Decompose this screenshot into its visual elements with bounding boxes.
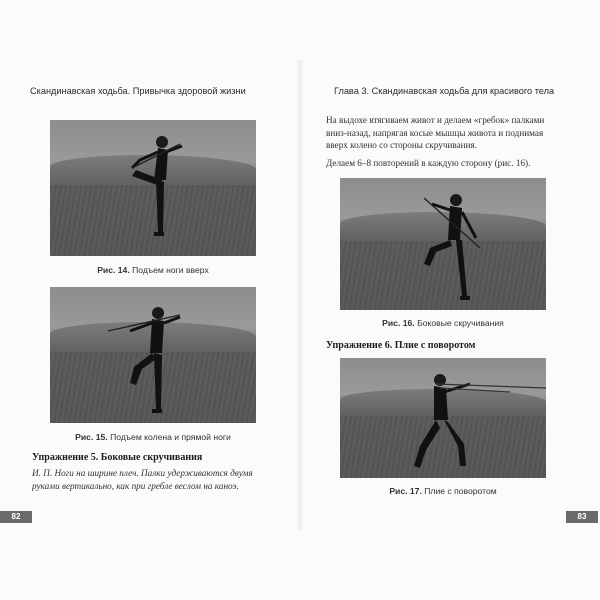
right-paragraph-1-line-2: вниз-назад, напрягая косые мышцы живота и поднимая bbox=[326, 127, 544, 138]
figure-14-photo bbox=[50, 120, 256, 256]
figure-17-label: Рис. 17. bbox=[389, 486, 422, 496]
figure-15-title: Подъем колена и прямой ноги bbox=[110, 432, 231, 442]
left-page-number: 82 bbox=[0, 511, 32, 523]
right-page-number: 83 bbox=[566, 511, 598, 523]
figure-15-person-silhouette bbox=[50, 287, 256, 423]
figure-15-photo bbox=[50, 287, 256, 423]
figure-17-title: Плие с поворотом bbox=[424, 486, 497, 496]
figure-15-caption bbox=[50, 432, 256, 442]
right-paragraph-1-line-3: вверх колено со стороны скручивания. bbox=[326, 140, 478, 150]
exercise-5-line-2: руками вертикально, как при гребле веслом на каноэ. bbox=[32, 480, 239, 491]
right-paragraph-2: Делаем 6–8 повторений в каждую сторону (рис. 16). bbox=[326, 158, 531, 168]
figure-16-photo bbox=[340, 178, 546, 310]
figure-16-title: Боковые скручивания bbox=[417, 318, 504, 328]
right-running-head: Глава 3. Скандинавская ходьба для красивого тела bbox=[334, 86, 555, 96]
exercise-6-heading: Упражнение 6. Плие с поворотом bbox=[326, 340, 476, 351]
figure-14-label: Рис. 14. bbox=[97, 265, 130, 275]
right-page bbox=[300, 0, 600, 600]
exercise-5-text bbox=[32, 467, 292, 492]
figure-16-label: Рис. 16. bbox=[382, 318, 415, 328]
figure-17-photo bbox=[340, 358, 546, 478]
figure-14-title: Подъем ноги вверх bbox=[132, 265, 209, 275]
figure-15-label: Рис. 15. bbox=[75, 432, 108, 442]
figure-14-caption bbox=[50, 265, 256, 275]
exercise-5-line-1: И. П. Ноги на ширине плеч. Палки удерживаются двумя bbox=[32, 468, 253, 478]
exercise-5-heading: Упражнение 5. Боковые скручивания bbox=[32, 452, 203, 463]
left-running-head: Скандинавская ходьба. Привычка здоровой жизни bbox=[30, 86, 246, 96]
figure-17-person-silhouette bbox=[340, 358, 546, 478]
right-paragraph-1-line-1: На выдохе втягиваем живот и делаем «гребок» палками bbox=[326, 115, 545, 125]
figure-16-person-silhouette bbox=[340, 178, 546, 310]
figure-17-caption bbox=[340, 486, 546, 496]
figure-16-caption bbox=[340, 318, 546, 328]
figure-14-person-silhouette bbox=[50, 120, 256, 256]
right-paragraph-1 bbox=[326, 114, 596, 152]
